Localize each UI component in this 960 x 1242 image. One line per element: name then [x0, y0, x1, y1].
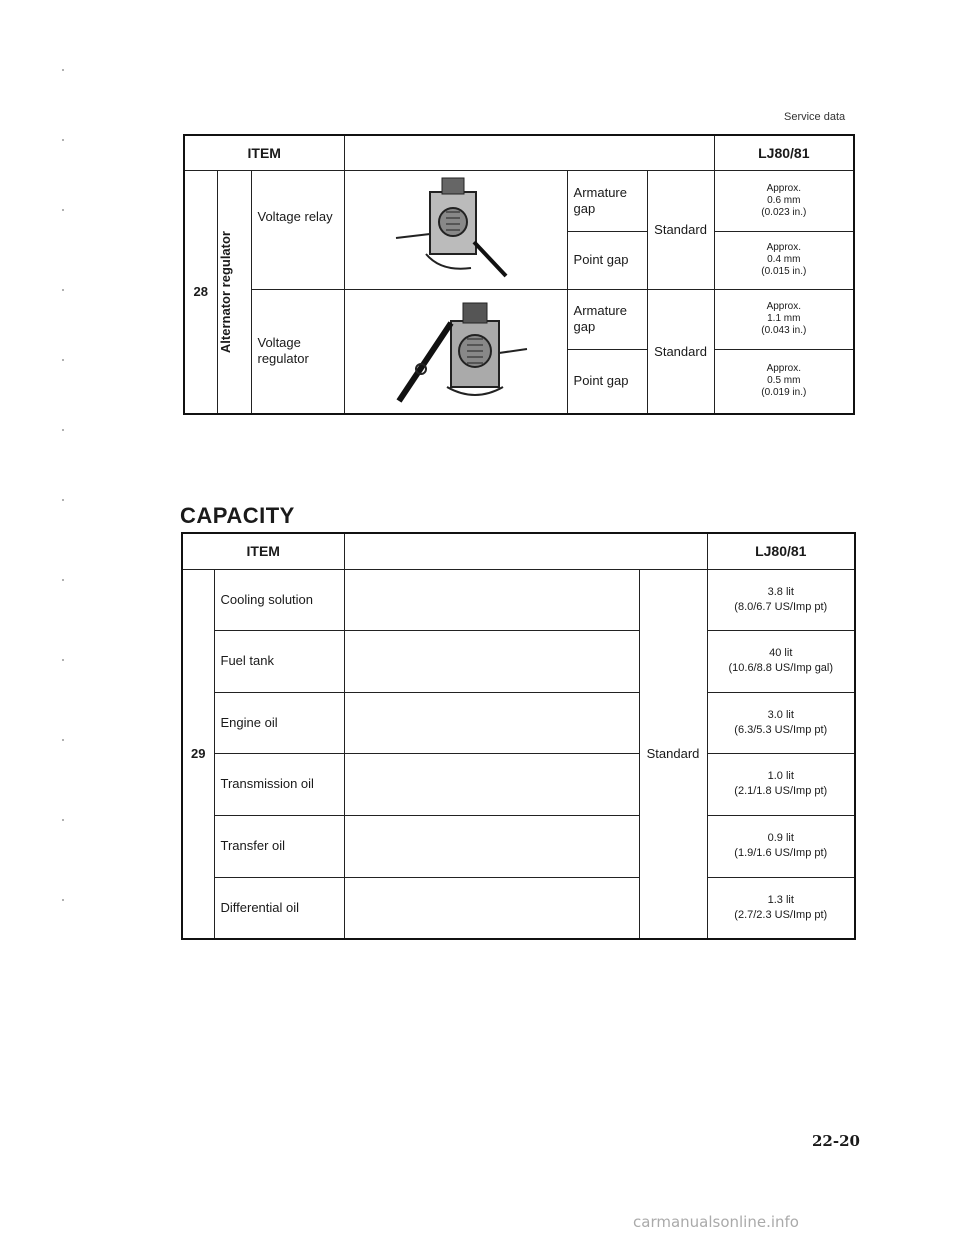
voltage-relay-image [386, 172, 526, 282]
blank-cell [344, 815, 639, 877]
param-armature-gap-2: Armature gap [567, 289, 647, 349]
value-differential-oil: 1.3 lit (2.7/2.3 US/Imp pt) [707, 877, 855, 939]
condition-standard-2: Standard [647, 289, 714, 414]
value-armature-gap-1: Approx. 0.6 mm (0.023 in.) [714, 170, 854, 231]
capacity-table [181, 532, 856, 940]
page-number: 22-20 [812, 1132, 860, 1150]
value-cooling-solution: 3.8 lit (8.0/6.7 US/Imp pt) [707, 569, 855, 630]
value-transmission-oil: 1.0 lit (2.1/1.8 US/Imp pt) [707, 753, 855, 815]
param-armature-gap-1: Armature gap [567, 170, 647, 231]
voltage-regulator-image [381, 293, 531, 405]
component-transmission-oil: Transmission oil [214, 753, 344, 815]
component-differential-oil: Differential oil [214, 877, 344, 939]
binding-margin-marks [60, 60, 66, 1000]
value-transfer-oil: 0.9 lit (1.9/1.6 US/Imp pt) [707, 815, 855, 877]
param-point-gap-1: Point gap [567, 231, 647, 289]
model-header: LJ80/81 [714, 135, 854, 170]
voltage-regulator-illustration [344, 289, 567, 414]
item-number: 28 [184, 170, 217, 414]
component-engine-oil: Engine oil [214, 692, 344, 753]
component-cooling-solution: Cooling solution [214, 569, 344, 630]
blank-cell [344, 753, 639, 815]
blank-cell [344, 692, 639, 753]
condition-standard-1: Standard [647, 170, 714, 289]
group-label: Alternator regulator [217, 230, 233, 353]
section-label: Service data [784, 111, 846, 123]
param-point-gap-2: Point gap [567, 349, 647, 414]
voltage-relay-illustration [344, 170, 567, 289]
alternator-regulator-table [183, 134, 855, 415]
capacity-item-header: ITEM [182, 533, 344, 569]
watermark: carmanualsonline.info [633, 1213, 799, 1231]
capacity-model-header: LJ80/81 [707, 533, 855, 569]
blank-header-cell [344, 135, 714, 170]
capacity-condition-standard: Standard [639, 569, 707, 939]
capacity-blank-header [344, 533, 707, 569]
component-fuel-tank: Fuel tank [214, 630, 344, 692]
blank-cell [344, 569, 639, 630]
component-voltage-relay: Voltage relay [251, 170, 344, 289]
value-fuel-tank: 40 lit (10.6/8.8 US/Imp gal) [707, 630, 855, 692]
capacity-item-number: 29 [182, 569, 214, 939]
value-armature-gap-2: Approx. 1.1 mm (0.043 in.) [714, 289, 854, 349]
value-point-gap-1: Approx. 0.4 mm (0.015 in.) [714, 231, 854, 289]
value-engine-oil: 3.0 lit (6.3/5.3 US/Imp pt) [707, 692, 855, 753]
group-label-cell [217, 170, 251, 414]
blank-cell [344, 630, 639, 692]
item-header: ITEM [184, 135, 344, 170]
component-transfer-oil: Transfer oil [214, 815, 344, 877]
blank-cell [344, 877, 639, 939]
value-point-gap-2: Approx. 0.5 mm (0.019 in.) [714, 349, 854, 414]
component-voltage-regulator: Voltage regulator [251, 289, 344, 414]
capacity-title: CAPACITY [180, 503, 295, 528]
